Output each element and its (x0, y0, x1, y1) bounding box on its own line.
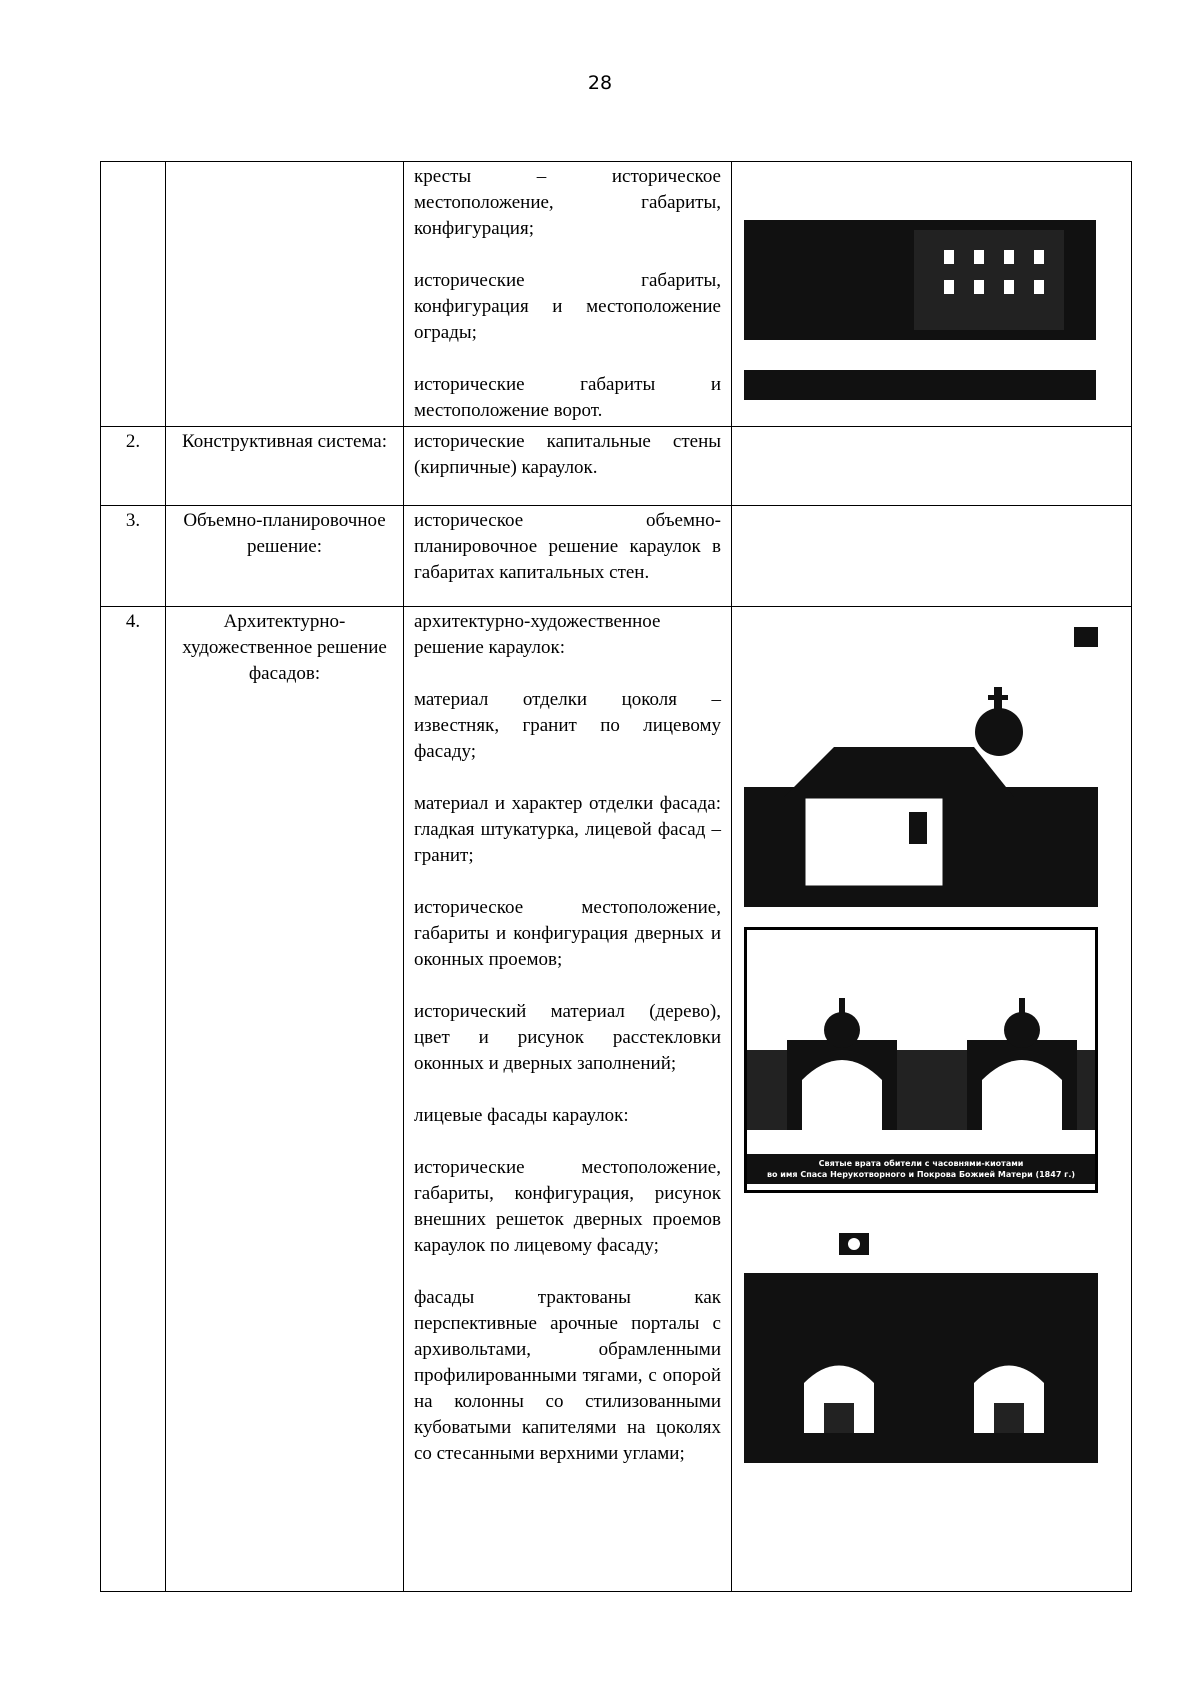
paragraph: лицевые фасады караулок: (414, 1105, 629, 1126)
gates-photo (744, 1233, 1098, 1493)
paragraph: кресты – историческое местоположение, габариты, конфигурация; (414, 166, 721, 239)
table-row (101, 427, 1132, 506)
photo-caption (747, 1154, 1095, 1184)
table-row (101, 162, 1132, 427)
monument-subject-table (100, 161, 1132, 1592)
holy-gates-photo-image (747, 930, 1095, 1156)
table-row (101, 506, 1132, 607)
table-row (101, 607, 1132, 1592)
row-photo-cell (732, 506, 1132, 607)
row-name (166, 162, 404, 427)
row-number: 2. (101, 427, 166, 506)
building-photo (744, 200, 1096, 400)
row-number: 4. (101, 607, 166, 1592)
row-name: Архитектурно-художественное решение фасадов: (166, 607, 404, 1592)
paragraph: фасады трактованы как перспективные арочные порталы с архивольтами, обрамленными профилированными тягами, с опорой на колонны со стилизованными кубоватыми капителями на цоколях со стесанными верхними углами; (414, 1287, 721, 1464)
paragraph: историческое объемно-планировочное решение караулок в габаритах капитальных стен. (414, 510, 721, 583)
paragraph: исторические капитальные стены (кирпичные) караулок. (414, 431, 721, 478)
paragraph: архитектурно-художественное решение караулок: (414, 611, 661, 658)
paragraph: исторические местоположение, габариты, конфигурация, рисунок внешних решеток дверных проемов караулок по лицевому фасаду; (414, 1157, 721, 1256)
guardhouse-photo-image (744, 627, 1098, 907)
row-description (404, 162, 732, 427)
guardhouse-photo (744, 627, 1098, 907)
paragraph: материал и характер отделки фасада: гладкая штукатурка, лицевой фасад – гранит; (414, 793, 721, 866)
row-photo-cell (732, 162, 1132, 427)
row-number (101, 162, 166, 427)
row-name: Объемно-планировочное решение: (166, 506, 404, 607)
row-photo-cell (732, 427, 1132, 506)
gates-photo-image (744, 1233, 1098, 1493)
row-description (404, 607, 732, 1592)
page-number: 28 (587, 72, 613, 94)
caption-line: Святые врата обители с часовнями-киотами (818, 1159, 1024, 1168)
paragraph: исторические габариты и местоположение ворот. (414, 374, 721, 421)
building-photo-image (744, 200, 1096, 400)
row-number: 3. (101, 506, 166, 607)
caption-line: во имя Спаса Нерукотворного и Покрова Божией Матери (1847 г.) (766, 1170, 1076, 1179)
paragraph: историческое местоположение, габариты и конфигурация дверных и оконных проемов; (414, 897, 721, 970)
row-description (404, 427, 732, 506)
paragraph: материал отделки цоколя – известняк, гранит по лицевому фасаду; (414, 689, 721, 762)
paragraph: исторические габариты, конфигурация и местоположение ограды; (414, 270, 721, 343)
row-name: Конструктивная система: (166, 427, 404, 506)
holy-gates-photo (744, 927, 1098, 1193)
paragraph: исторический материал (дерево), цвет и рисунок расстекловки оконных и дверных заполнений; (414, 1001, 721, 1074)
row-photo-cell (732, 607, 1132, 1592)
row-description (404, 506, 732, 607)
